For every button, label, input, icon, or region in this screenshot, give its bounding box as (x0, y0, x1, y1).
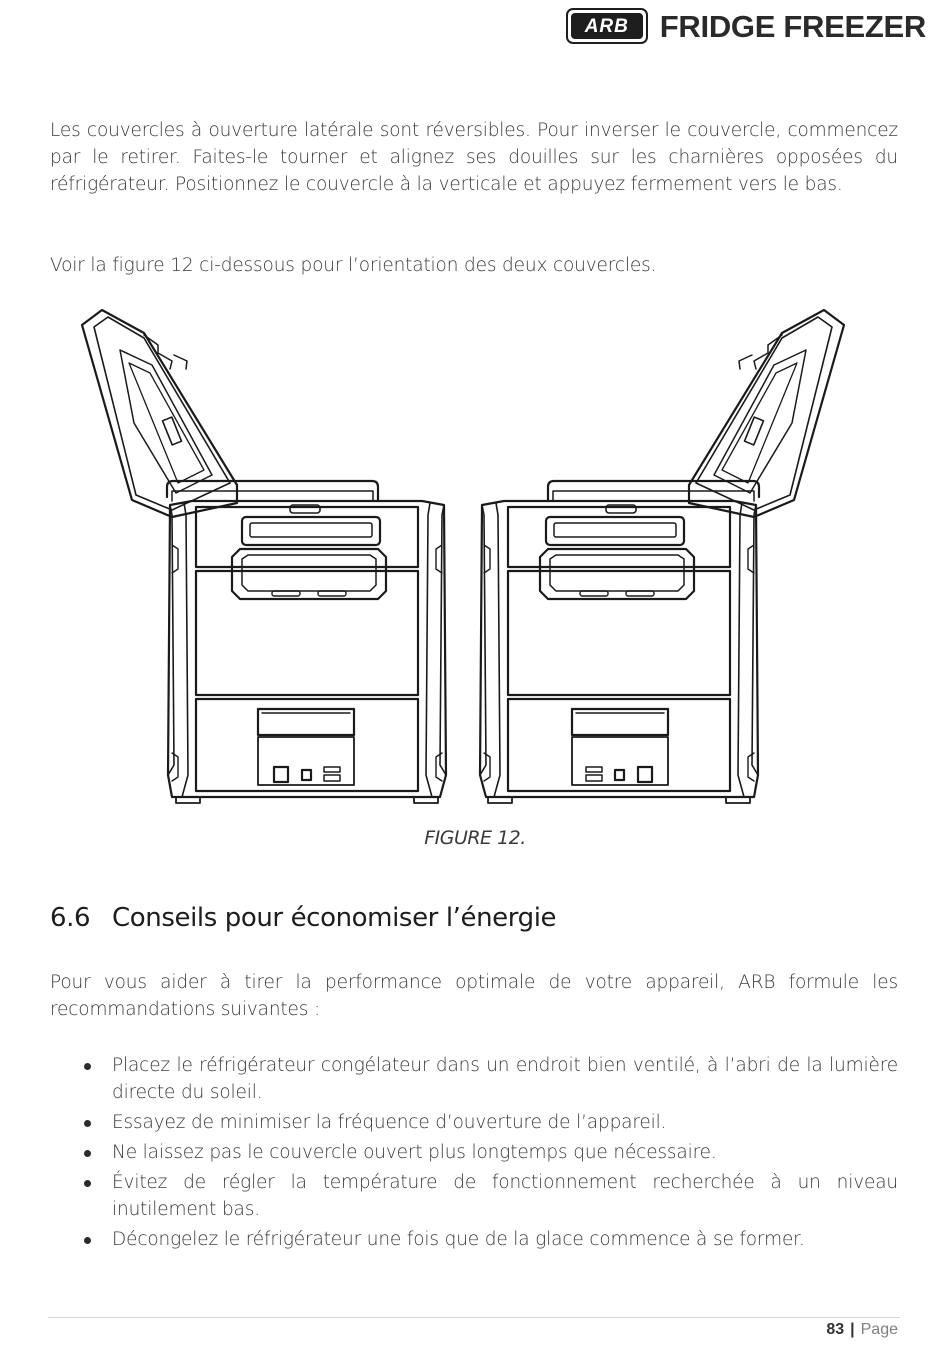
paragraph-reversible-lids: Les couvercles à ouverture latérale sont réversibles. Pour inverser le couvercle, commencez par le retirer. Faites-le tourner et alignez ses douilles sur les charnières opposées du réfrigérateur. Positionnez le couvercle à la verticale et appuyez fermement vers le bas. (50, 120, 898, 195)
section-number: 6.6 (50, 903, 91, 933)
header-brand (566, 8, 926, 44)
list-item-text: Placez le réfrigérateur congélateur dans un endroit bien ventilé, à l’abri de la lumière directe du soleil. (112, 1055, 898, 1103)
header-title: FRIDGE FREEZER (659, 8, 926, 44)
list-item (50, 1109, 898, 1136)
bullet-icon (50, 1052, 112, 1106)
list-item-text: Décongelez le réfrigérateur une fois que de la glace commence à se former. (112, 1229, 805, 1250)
arb-logo-plate (571, 13, 643, 39)
page-separator: | (850, 1321, 855, 1338)
list-item-text: Ne laissez pas le couvercle ouvert plus longtemps que nécessaire. (112, 1142, 717, 1163)
fridge-left-illustration (82, 310, 446, 803)
bullet-icon (50, 1226, 112, 1253)
list-item (50, 1226, 898, 1253)
bullet-icon (50, 1169, 112, 1223)
list-item (50, 1169, 898, 1223)
list-item-text: Essayez de minimiser la fréquence d’ouverture de l’appareil. (112, 1112, 667, 1133)
bullet-icon (50, 1109, 112, 1136)
page-footer (826, 1321, 898, 1339)
footer-divider (48, 1317, 900, 1318)
section-title: Conseils pour économiser l’énergie (112, 903, 557, 933)
tips-list (50, 1052, 898, 1256)
fridge-right-illustration (480, 310, 844, 803)
list-item (50, 1139, 898, 1166)
arb-logo-text: ARB (584, 15, 629, 37)
bullet-icon (50, 1139, 112, 1166)
page-label: Page (860, 1321, 898, 1338)
list-item-text: Évitez de régler la température de fonctionnement recherchée à un niveau inutilement bas. (112, 1172, 898, 1220)
arb-logo (566, 8, 648, 44)
paragraph-see-figure: Voir la figure 12 ci-dessous pour l’orientation des deux couvercles. (50, 255, 657, 276)
figure-12-illustration (72, 305, 872, 810)
section-heading (50, 903, 556, 933)
figure-caption: FIGURE 12. (424, 827, 526, 849)
page-number: 83 (826, 1321, 845, 1338)
paragraph-intro: Pour vous aider à tirer la performance optimale de votre appareil, ARB formule les recommandations suivantes : (50, 972, 898, 1020)
list-item (50, 1052, 898, 1106)
